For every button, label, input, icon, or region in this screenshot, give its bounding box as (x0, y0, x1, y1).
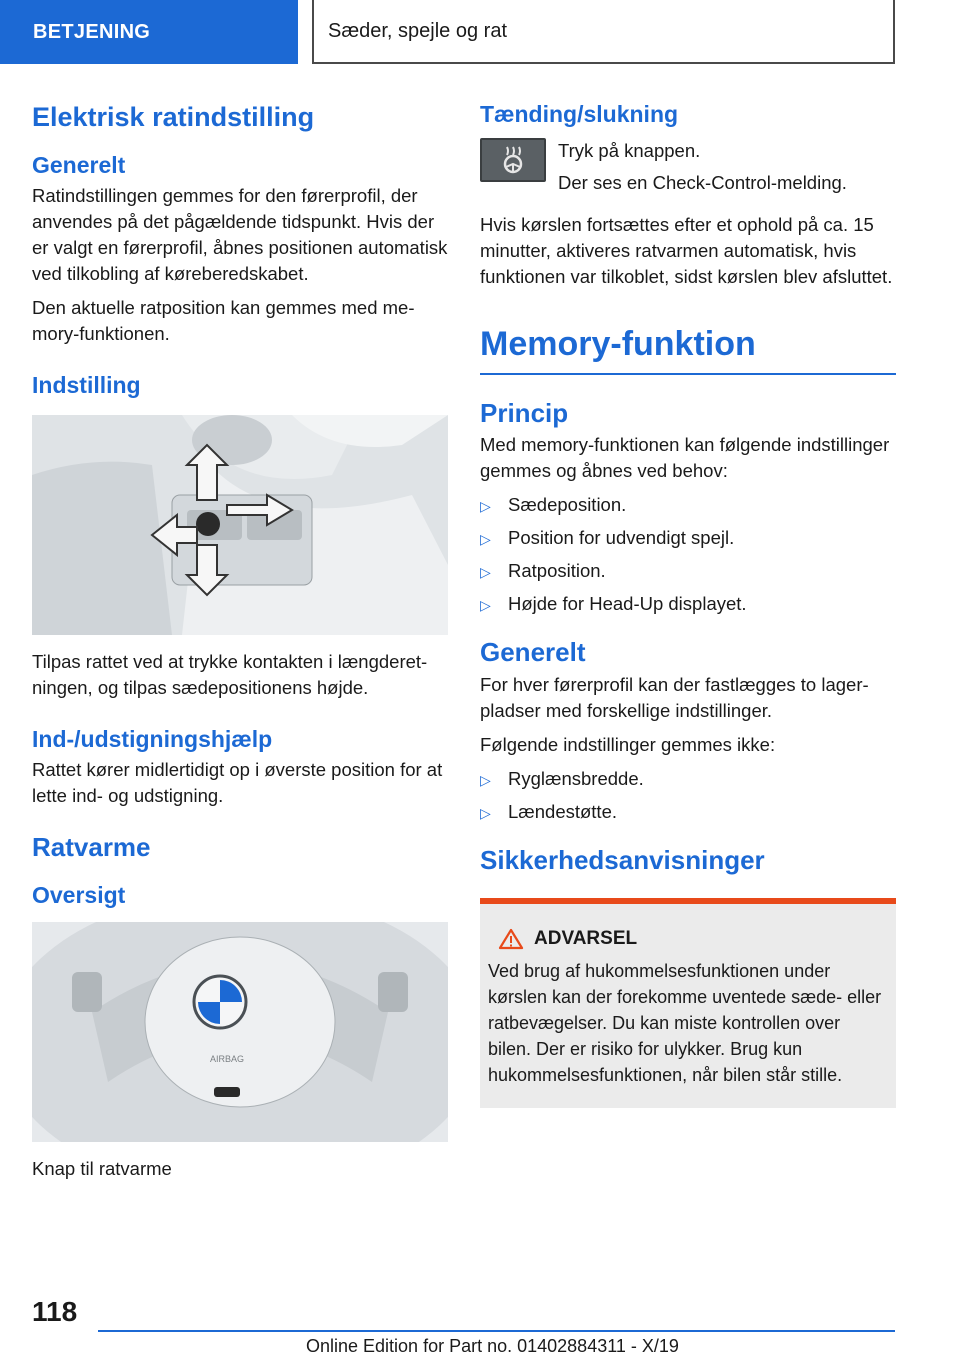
list-item: ▷ Højde for Head-Up displayet. (480, 591, 896, 618)
list-item: ▷ Ratposition. (480, 558, 896, 585)
indstilling-heading: Indstilling (32, 371, 141, 398)
triangle-bullet-icon: ▷ (480, 564, 491, 581)
warning-label: ADVARSEL (534, 928, 638, 950)
oversigt-heading: Oversigt (32, 881, 126, 908)
generelt-heading: Generelt (32, 152, 126, 179)
triangle-bullet-icon: ▷ (480, 531, 491, 548)
left-column (32, 100, 448, 1182)
princip-heading: Princip (480, 397, 569, 428)
steering-adjust-illustration (32, 415, 448, 635)
triangle-bullet-icon: ▷ (480, 772, 491, 789)
section-label: Sæder, spejle og rat (328, 19, 507, 42)
ind-udstigningshjaelp-heading: Ind-/udstigningshjælp (32, 725, 273, 752)
steering-column-adjust-image (32, 415, 448, 635)
page-number: 118 (32, 1296, 78, 1327)
steering-heat-button-icon (480, 138, 546, 182)
elektrisk-ratindstilling-heading: Elektrisk ratindstilling (32, 102, 315, 132)
taending-paragraph: Hvis kørslen fortsættes efter et ophold på ca. 15 minutter, aktiveres ratvarmen automatisk, hvis funktionen var tilkoblet, sidst kørslen blev afsluttet. (480, 213, 893, 287)
indstilling-caption: Tilpas rattet ved at trykke kontakten i længderetningen, og tilpas sædepositionens højde. (32, 650, 428, 698)
triangle-bullet-icon: ▷ (480, 597, 491, 614)
oversigt-caption: Knap til ratvarme (32, 1158, 172, 1180)
right-column (480, 100, 896, 1108)
generelt-list (480, 766, 896, 826)
princip-paragraph: Med memory-funktionen kan følgende indstillinger gemmes og åbnes ved behov: (480, 434, 890, 482)
princip-list (480, 492, 896, 618)
footer-divider (98, 1330, 895, 1332)
warning-header (498, 928, 888, 950)
steering-wheel-illustration (32, 922, 448, 1142)
ind-udstigningshjaelp-text: Rattet kører midlertidigt op i øverste position for at lette ind- og udstigning. (32, 758, 443, 806)
generelt-memory-paragraph-1: For hver førerprofil kan der fastlægges to lagerpladser med forskellige indstillinger. (480, 674, 869, 722)
list-item: ▷ Position for udvendigt spejl. (480, 525, 896, 552)
triangle-bullet-icon: ▷ (480, 498, 491, 515)
generelt-memory-paragraph-2: Følgende indstillinger gemmes ikke: (480, 734, 776, 756)
steering-wheel-image (32, 922, 448, 1142)
section-tab (312, 0, 895, 64)
airbag-label: AIRBAG (209, 1054, 245, 1065)
taending-line-2: Der ses en Check-Control-melding. (558, 171, 847, 193)
sikkerhedsanvisninger-heading: Sikkerhedsanvisninger (480, 845, 765, 876)
warning-box (480, 898, 896, 1108)
footer-edition: Online Edition for Part no. 01402884311 - X/19 (306, 1336, 679, 1356)
chapter-tab (0, 0, 298, 64)
chapter-label: BETJENING (33, 20, 151, 43)
taending-slukning-heading: Tænding/slukning (480, 101, 679, 127)
taending-line-1: Tryk på knappen. (558, 139, 701, 161)
warning-triangle-icon (498, 928, 524, 950)
list-item: ▷ Lændestøtte. (480, 799, 896, 826)
warning-text: Ved brug af hukommelsesfunktionen under kørslen kan der forekomme uventede sæde- eller ratbevægelser. Du kan miste kontrollen over bilen. Der er risiko for ulykker. Brug kun hukommelsesfunktionen, når bilen står stille. (488, 961, 882, 1086)
triangle-bullet-icon: ▷ (480, 805, 491, 822)
generelt-memory-heading: Generelt (480, 637, 586, 668)
ratvarme-heading: Ratvarme (32, 831, 151, 862)
list-item: ▷ Sædeposition. (480, 492, 896, 519)
memory-funktion-heading: Memory-funktion (480, 324, 896, 375)
generelt-paragraph-1: Ratindstillingen gemmes for den førerprofil, der anvendes på det pågældende tidspunkt. Hvis der er valgt en førerprofil, åbnes positionen automatisk ved tilkobling af køreberedskabet. (32, 184, 448, 284)
generelt-paragraph-2: Den aktuelle ratposition kan gemmes med memory-funktionen. (32, 296, 415, 344)
list-item: ▷ Ryglænsbredde. (480, 766, 896, 793)
heating-button-row (480, 138, 896, 196)
